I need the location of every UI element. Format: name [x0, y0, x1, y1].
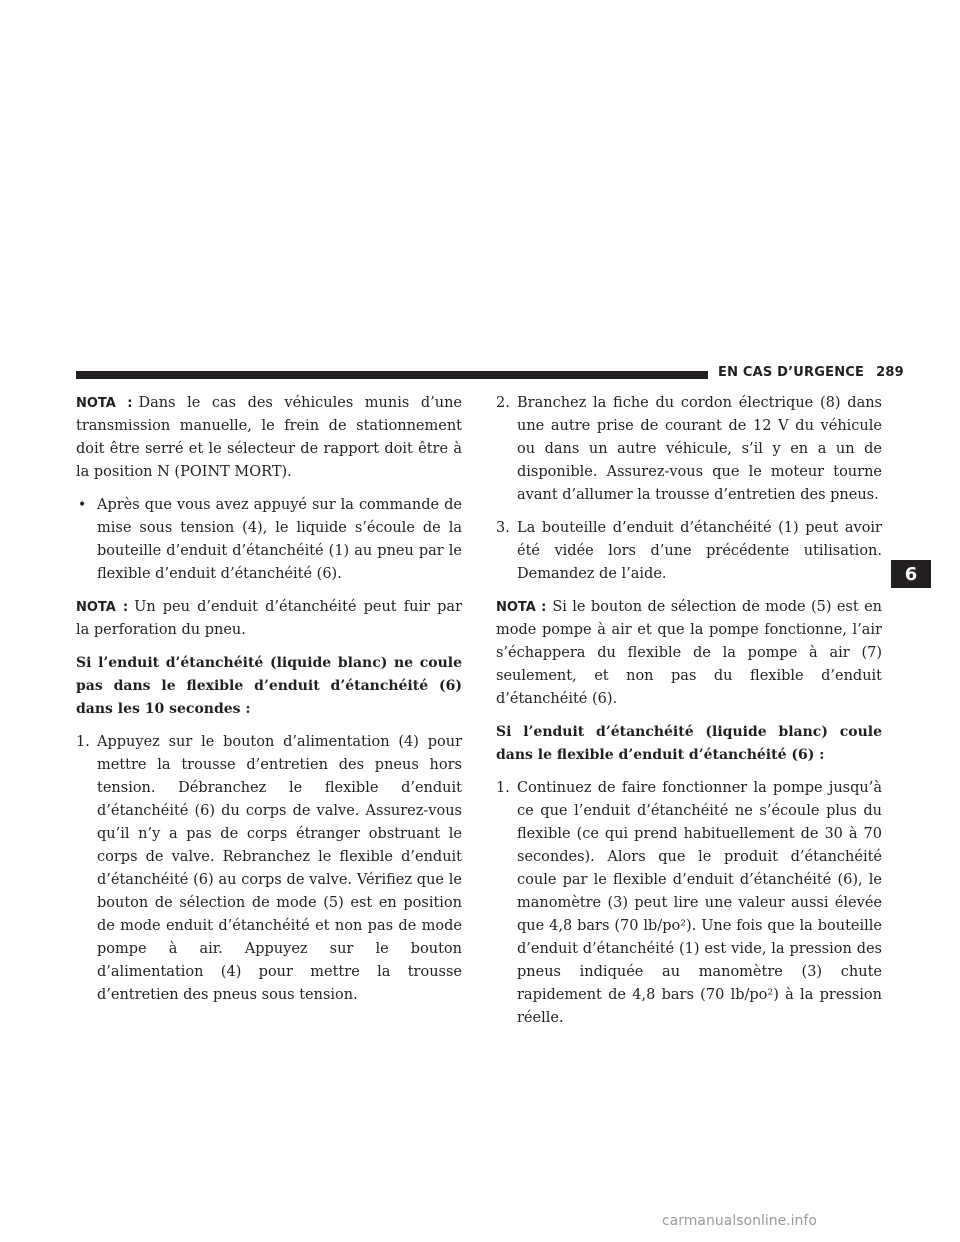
step-number: 3. [496, 520, 510, 536]
left-column [76, 392, 462, 1017]
section-title: EN CAS D’URGENCE [718, 365, 865, 380]
step-text: Appuyez sur le bouton d’alimentation (4) pour mettre la trousse d’entretien des pneus hors tension. Débranchez le flexible d’enduit d’étanchéité (6) du corps de valve. Assurez-vous qu’il n’y a pas de corps étranger obstruant le corps de valve. Rebranchez le flexible d’enduit d’étanchéité (6) au corps de valve. Vérifiez que le bouton de sélection de mode (5) est en position de mode enduit d’étanchéité et non pas de mode pompe à air. Appuyez sur le bouton d’alimentation (4) pour mettre la trousse d’entretien des pneus sous tension. [97, 734, 462, 1003]
chapter-tab: 6 [891, 560, 931, 588]
step-number: 1. [76, 734, 90, 750]
note-text: Si le bouton de sélection de mode (5) est en mode pompe à air et que la pompe fonctionne, l’air s’échappera du flexible de la pompe à air (7) seulement, et non pas du flexible d’enduit d’étanchéité (6). [496, 599, 882, 707]
note-paragraph [496, 596, 882, 711]
numbered-step [496, 517, 882, 586]
step-number: 2. [496, 395, 510, 411]
note-label: NOTA : [76, 396, 133, 411]
step-number: 1. [496, 780, 510, 796]
note-label: NOTA : [76, 600, 129, 615]
note-text: Un peu d’enduit d’étanchéité peut fuir par la perforation du pneu. [76, 599, 463, 638]
note-label: NOTA : [496, 600, 547, 615]
page-number: 289 [876, 365, 904, 380]
step-text: La bouteille d’enduit d’étanchéité (1) peut avoir été vidée lors d’une précédente utilisation. Demandez de l’aide. [517, 520, 882, 582]
bullet-text: Après que vous avez appuyé sur la commande de mise sous tension (4), le liquide s’écoule de la bouteille d’enduit d’étanchéité (1) au pneu par le flexible d’enduit d’étanchéité (6). [97, 497, 462, 582]
numbered-step [76, 731, 462, 1007]
watermark-link[interactable]: carmanualsonline.info [662, 1213, 817, 1229]
note-paragraph [76, 392, 462, 484]
note-text: Dans le cas des véhicules munis d’une transmission manuelle, le frein de stationnement doit être serré et le sélecteur de rapport doit être à la position N (POINT MORT). [76, 395, 462, 480]
numbered-step [496, 392, 882, 507]
subsection-heading: Si l’enduit d’étanchéité (liquide blanc) coule dans le flexible d’enduit d’étanchéité (6) : [496, 724, 882, 763]
numbered-step [496, 777, 882, 1030]
right-column [496, 392, 882, 1040]
header-rule [76, 371, 708, 379]
bullet-icon: • [78, 497, 87, 513]
note-paragraph [76, 596, 462, 642]
running-header [718, 365, 904, 380]
step-text: Branchez la fiche du cordon électrique (8) dans une autre prise de courant de 12 V du véhicule ou dans un autre véhicule, s’il y en a un de disponible. Assurez-vous que le moteur tourne avant d’allumer la trousse d’entretien des pneus. [517, 395, 882, 503]
bullet-item [76, 494, 462, 586]
step-text: Continuez de faire fonctionner la pompe jusqu’à ce que l’enduit d’étanchéité ne s’écoule plus du flexible (ce qui prend habituellement de 30 à 70 secondes). Alors que le produit d’étanchéité coule par le flexible d’enduit d’étanchéité (6), le manomètre (3) peut lire une valeur aussi élevée que 4,8 bars (70 lb/po²). Une fois que la bouteille d’enduit d’étanchéité (1) est vide, la pression des pneus indiquée au manomètre (3) chute rapidement de 4,8 bars (70 lb/po²) à la pression réelle. [517, 780, 882, 1026]
subsection-heading: Si l’enduit d’étanchéité (liquide blanc) ne coule pas dans le flexible d’enduit d’étanchéité (6) dans les 10 secondes : [76, 655, 462, 717]
